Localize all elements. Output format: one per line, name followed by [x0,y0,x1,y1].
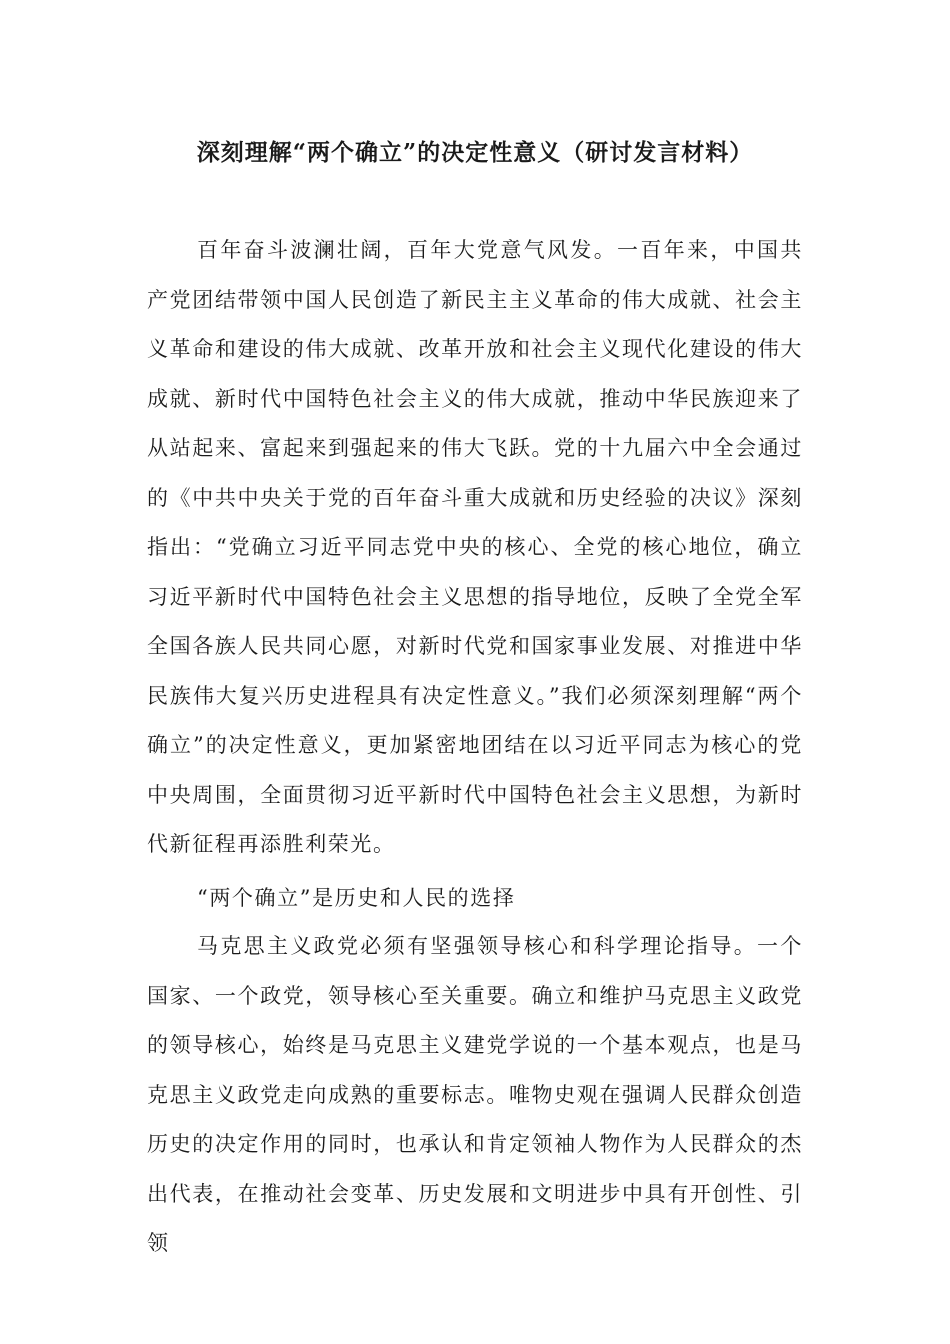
paragraph-marxism: 马克思主义政党必须有坚强领导核心和科学理论指导。一个国家、一个政党，领导核心至关重要。确立和维护马克思主义政党的领导核心，始终是马克思主义建党学说的一个基本观点，也是马克思主义政党走向成熟的重要标志。唯物史观在强调人民群众创造历史的决定作用的同时，也承认和肯定领袖人物作为人民群众的杰出代表，在推动社会变革、历史发展和文明进步中具有开创性、引领 [147,934,803,1255]
paragraph-intro: 百年奋斗波澜壮阔，百年大党意气风发。一百年来，中国共产党团结带领中国人民创造了新民主主义革命的伟大成就、社会主义革命和建设的伟大成就、改革开放和社会主义现代化建设的伟大成就、新时代中国特色社会主义的伟大成就，推动中华民族迎来了从站起来、富起来到强起来的伟大飞跃。党的十九届六中全会通过的《中共中央关于党的百年奋斗重大成就和历史经验的决议》深刻指出：“党确立习近平同志党中央的核心、全党的核心地位，确立习近平新时代中国特色社会主义思想的指导地位，反映了全党全军全国各族人民共同心愿，对新时代党和国家事业发展、对推进中华民族伟大复兴历史进程具有决定性意义。”我们必须深刻理解“两个确立”的决定性意义，更加紧密地团结在以习近平同志为核心的党中央周围，全面贯彻习近平新时代中国特色社会主义思想，为新时代新征程再添胜利荣光。 [147,238,803,856]
document-title: 深刻理解“两个确立”的决定性意义（研讨发言材料） [196,139,754,166]
section-heading: “两个确立”是历史和人民的选择 [197,886,516,910]
